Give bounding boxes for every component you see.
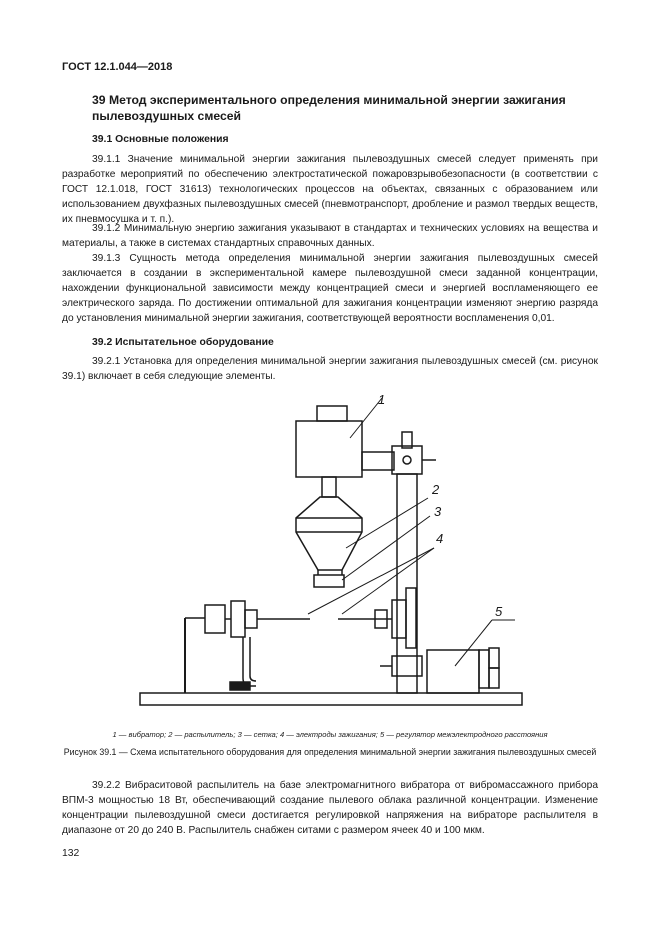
paragraph-39-1-2: 39.1.2 Минимальную энергию зажигания указывают в стандартах и технических условиях на вещества и материалы, а также в системах стандартных справочных данных. xyxy=(62,223,598,249)
atomizer-cone xyxy=(296,497,362,570)
label-2: 2 xyxy=(432,482,440,497)
subsection-heading-general: 39.1 Основные положения xyxy=(92,134,229,145)
paragraph-39-2-2: 39.2.2 Вибраситовой распылитель на базе электромагнитного вибратора от вибромассажного прибора ВПМ-3 мощностью 18 Вт, обеспечивающий создание пылевого облака различной концентрации. Изменение концентрации пылевоздушной смеси достигается регулировкой напряжения на вибраторе распылителя в диапазоне от 20 до 240 В. Распылитель снабжен ситами с размером ячеек 40 и 100 мкм. xyxy=(62,780,598,836)
subsection-heading-equipment: 39.2 Испытательное оборудование xyxy=(92,337,274,348)
gap-regulator xyxy=(427,650,479,693)
paragraph-39-1-1: 39.1.1 Значение минимальной энергии зажигания пылевоздушных смесей следует применять при разработке мероприятий по обеспечению электростатической пожаровзрывобезопасности (в соответствии с ГОСТ 12.1.018, ГОСТ 31613) технологических процессов на объектах, связанных с образованием или использованием двухфазных пылевоздушных смесей (пневмотранспорт, дробление и размол твердых веществ, их пневмосушка и т. п.). xyxy=(62,154,598,225)
paragraph-39-1-3: 39.1.3 Сущность метода определения минимальной энергии зажигания пылевоздушных смесей заключается в создании в экспериментальной камере пылевоздушной смеси заданной концентрации, нахождении функциональной зависимости между концентрацией смеси и энергией воспламеняющего ее электрического заряда. По достижении оптимальной для зажигания концентрации изменяют энергию разряда до установления минимальной энергии зажигания, соответствующей вероятности воспламенения 0,01. xyxy=(62,253,598,324)
figure-legend: 1 — вибратор; 2 — распылитель; 3 — сетка; 4 — электроды зажигания; 5 — регулятор межэлектродного расстояния xyxy=(112,730,548,739)
stand-clamp xyxy=(392,446,422,474)
right-electrode-mount xyxy=(406,588,416,648)
label-3: 3 xyxy=(434,504,442,519)
vibrator-knob xyxy=(317,406,347,421)
vibrator-body xyxy=(296,421,362,477)
page-number: 132 xyxy=(62,848,80,859)
left-electrode-mount xyxy=(205,605,225,633)
label-1: 1 xyxy=(378,392,386,407)
label-5: 5 xyxy=(495,604,503,619)
figure-caption: Рисунок 39.1 — Схема испытательного оборудования для определения минимальной энергии зажигания пылевоздушных смесей xyxy=(63,747,597,757)
sieve xyxy=(314,575,344,587)
paragraph-39-2-1: 39.2.1 Установка для определения минимальной энергии зажигания пылевоздушных смесей (см. рисунок 39.1) включает в себя следующие элементы. xyxy=(62,356,598,382)
base-plate xyxy=(140,693,522,705)
section-title: 39 Метод экспериментального определения минимальной энергии зажигания пылевоздушных смесей xyxy=(92,93,566,123)
equipment-diagram xyxy=(130,388,530,728)
label-4: 4 xyxy=(436,531,444,546)
document-header: ГОСТ 12.1.044—2018 xyxy=(62,61,173,73)
